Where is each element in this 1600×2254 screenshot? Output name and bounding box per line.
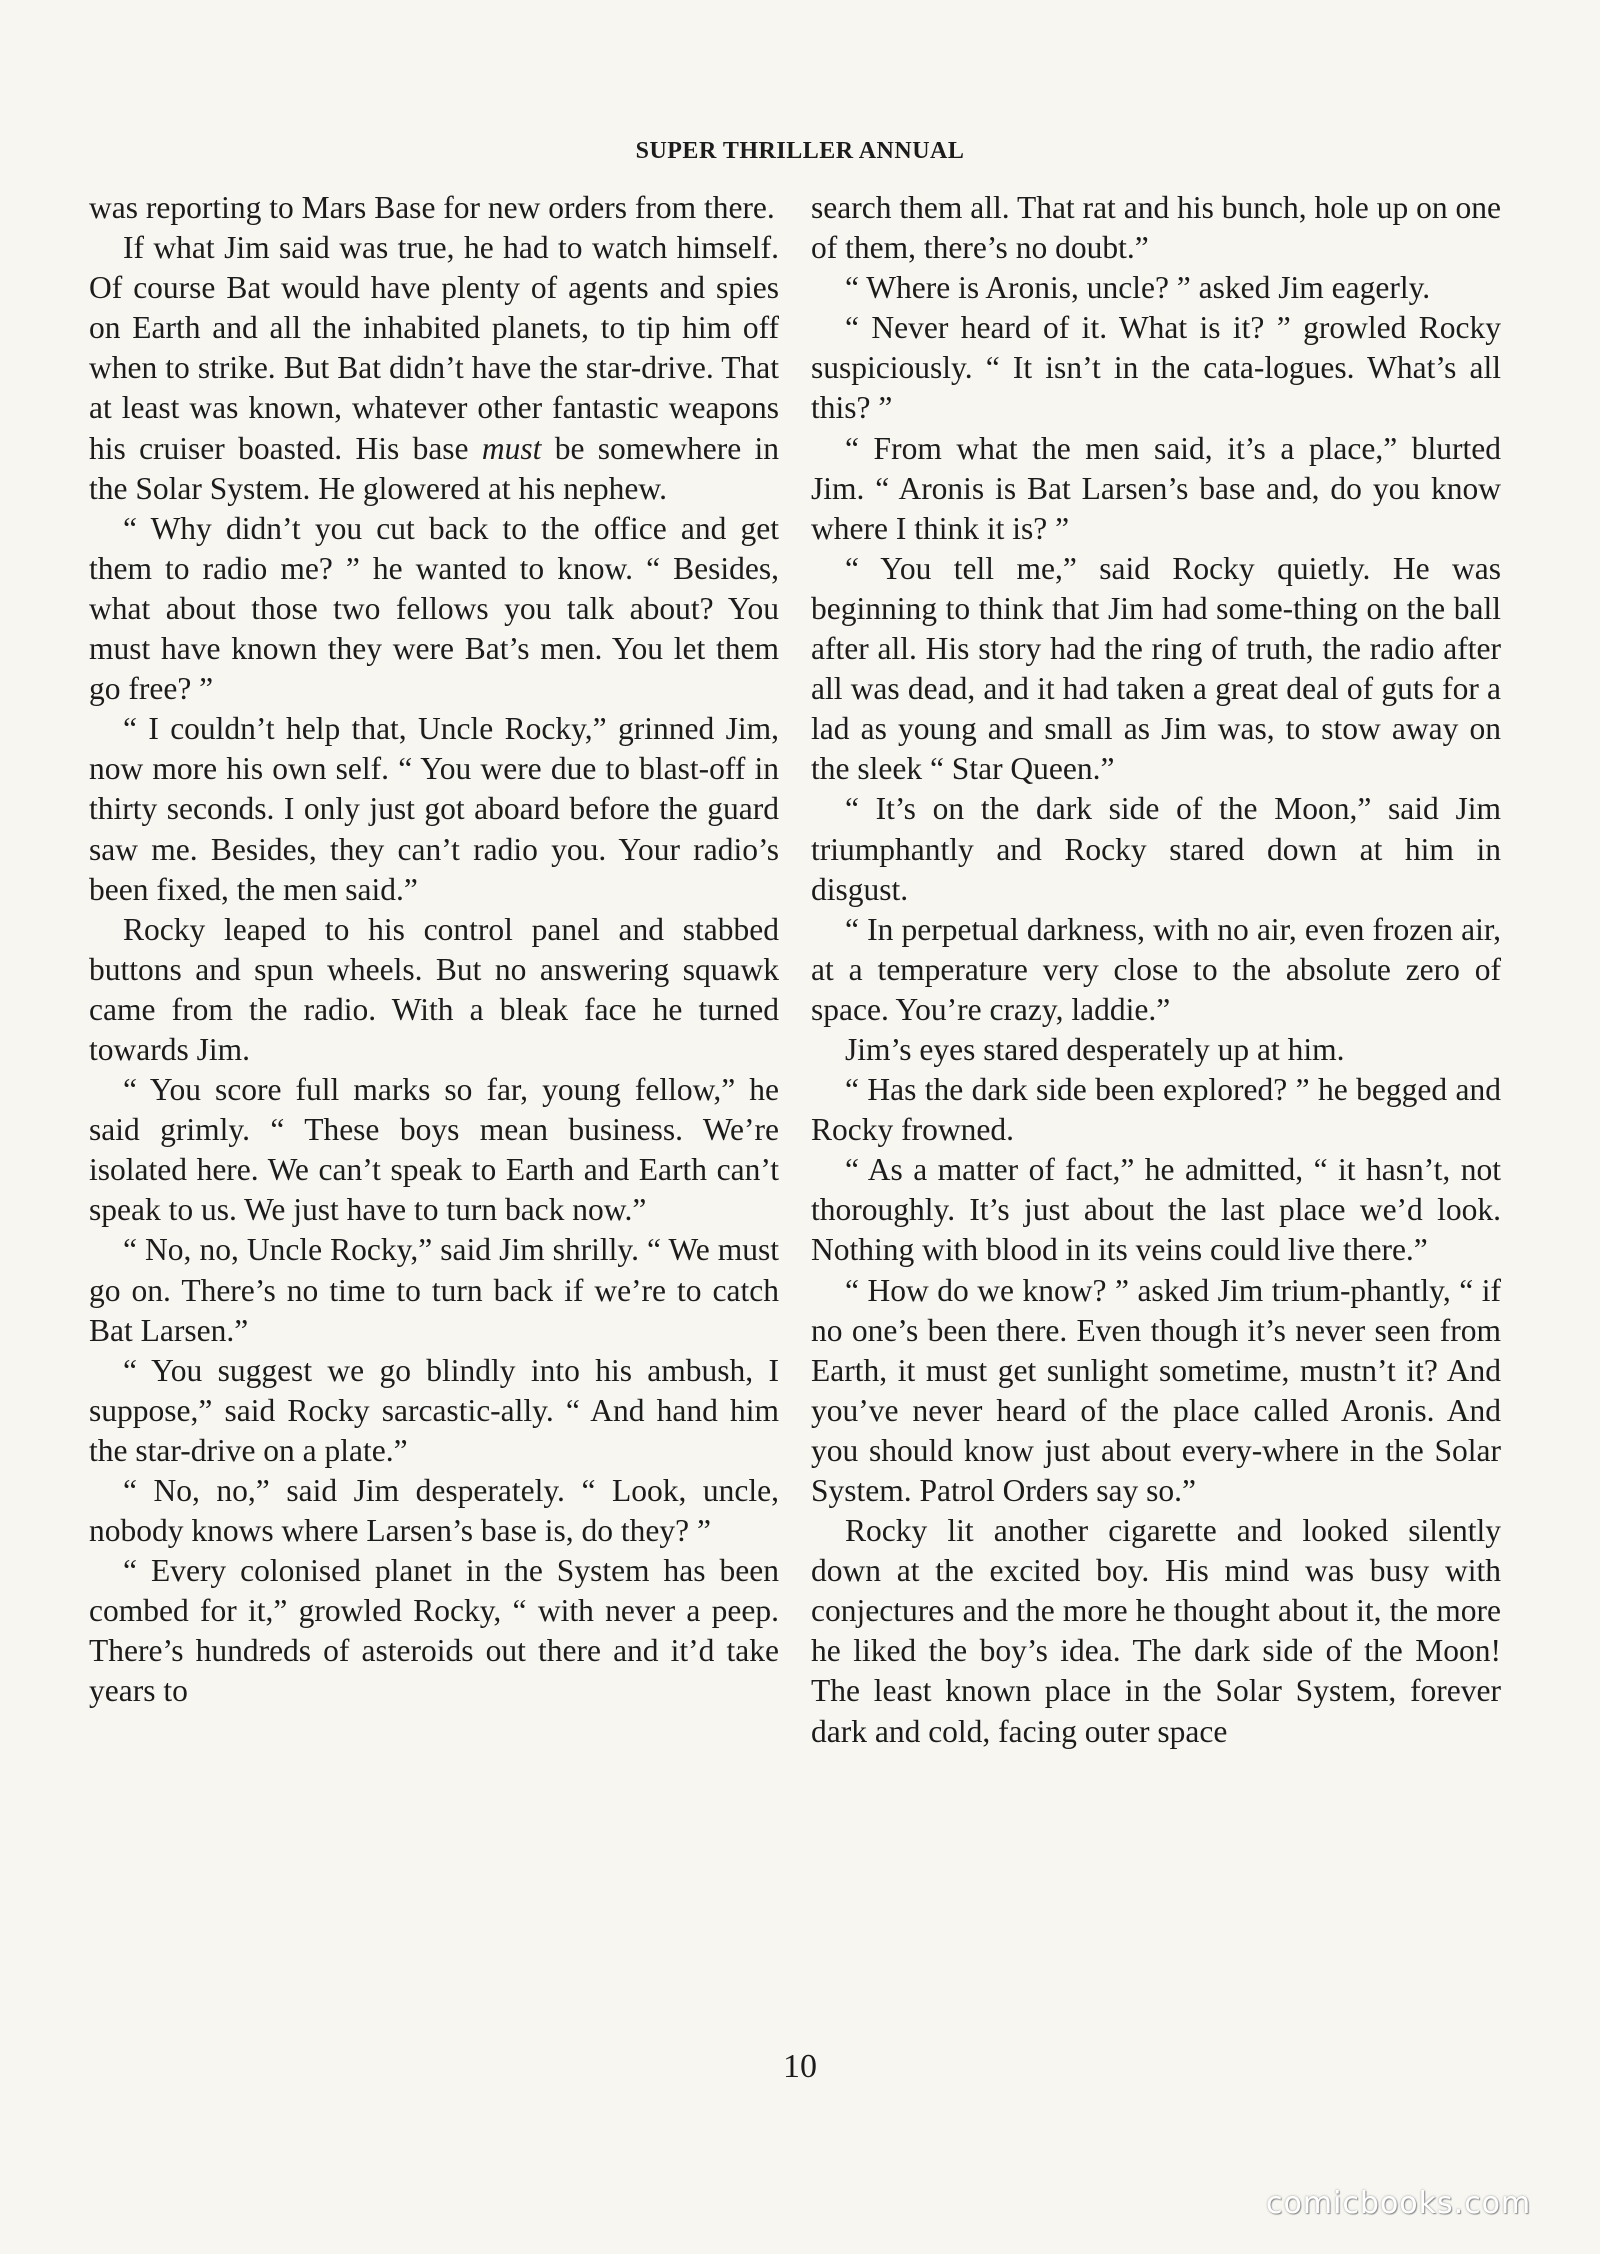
left-column — [89, 188, 779, 1712]
paragraph: “ Where is Aronis, uncle? ” asked Jim eagerly. — [845, 270, 1431, 306]
paragraph: “ Why didn’t you cut back to the office and get them to radio me? ” he wanted to know. “ Besides, what about those two fellows you talk about? You must have known they were Bat’s men. You let them go free? ” — [89, 510, 779, 707]
paragraph: “ Every colonised planet in the System has been combed for it,” growled Rocky, “ with never a peep. There’s hundreds of asteroids out there and it’d take years to — [89, 1553, 779, 1709]
paragraph: “ From what the men said, it’s a place,” blurted Jim. “ Aronis is Bat Larsen’s base and, do you know where I think it is? ” — [811, 430, 1501, 546]
paragraph: “ No, no,” said Jim desperately. “ Look, uncle, nobody knows where Larsen’s base is, do they? ” — [89, 1473, 779, 1549]
paragraph: “ You score full marks so far, young fellow,” he said grimly. “ These boys mean business. We’re isolated here. We can’t speak to Earth and Earth can’t speak to us. We just have to turn back now.” — [89, 1072, 779, 1228]
paragraph: was reporting to Mars Base for new orders from there. — [89, 190, 775, 225]
paragraph — [89, 228, 779, 509]
text-run: be somewhere in the Solar System. He glowered at his nephew. — [89, 430, 779, 506]
watermark: comicbooks.com — [1266, 2186, 1532, 2221]
paragraph: “ As a matter of fact,” he admitted, “ it hasn’t, not thoroughly. It’s just about the last place we’d look. Nothing with blood in its veins could live there.” — [811, 1152, 1501, 1268]
paragraph: “ Has the dark side been explored? ” he begged and Rocky frowned. — [811, 1072, 1501, 1148]
paragraph: “ I couldn’t help that, Uncle Rocky,” grinned Jim, now more his own self. “ You were due to blast-off in thirty seconds. I only just got aboard before the guard saw me. Besides, they can’t radio you. Your radio’s been fixed, the men said.” — [89, 711, 779, 907]
paragraph: “ You tell me,” said Rocky quietly. He was beginning to think that Jim had some-thing on the ball after all. His story had the ring of truth, the radio after all was dead, and it had taken a great deal of guts for a lad as young and small as Jim was, to stow away on the sleek “ Star Queen.” — [811, 550, 1501, 787]
paragraph: “ How do we know? ” asked Jim trium-phantly, “ if no one’s been there. Even though it’s never seen from Earth, it must get sunlight sometime, mustn’t it? And you’ve never heard of the place called Aronis. And you should know just about every-where in the Solar System. Patrol Orders say so.” — [811, 1272, 1501, 1508]
paragraph: “ You suggest we go blindly into his ambush, I suppose,” said Rocky sarcastic-ally. “ And hand him the star-drive on a plate.” — [89, 1352, 779, 1468]
paragraph: Rocky lit another cigarette and looked silently down at the excited boy. His mind was busy with conjectures and the more he thought about it, the more he liked the boy’s idea. The dark side of the Moon! The least known place in the Solar System, forever dark and cold, facing outer space — [811, 1513, 1501, 1749]
right-column — [811, 188, 1501, 1752]
running-header: SUPER THRILLER ANNUAL — [635, 138, 965, 164]
emphasis: must — [481, 430, 542, 466]
paragraph: “ Never heard of it. What is it? ” growled Rocky suspiciously. “ It isn’t in the cata-logues. What’s all this? ” — [811, 310, 1501, 426]
paragraph: Rocky leaped to his control panel and stabbed buttons and spun wheels. But no answering squawk came from the radio. With a bleak face he turned towards Jim. — [89, 911, 779, 1067]
paragraph: Jim’s eyes stared desperately up at him. — [845, 1031, 1345, 1067]
paragraph: “ In perpetual darkness, with no air, even frozen air, at a temperature very close to the absolute zero of space. You’re crazy, laddie.” — [811, 911, 1501, 1027]
paragraph: search them all. That rat and his bunch, hole up on one of them, there’s no doubt.” — [811, 190, 1501, 266]
paragraph: “ It’s on the dark side of the Moon,” said Jim triumphantly and Rocky stared down at him in disgust. — [811, 791, 1501, 907]
text-run: If what Jim said was true, he had to watch himself. Of course Bat would have plenty of agents and spies on Earth and all the inhabited planets, to tip him off when to strike. But Bat didn’t have the star-drive. That at least was known, whatever other fantastic weapons his cruiser boasted. His base — [89, 230, 779, 466]
page-number: 10 — [783, 2048, 817, 2085]
paragraph: “ No, no, Uncle Rocky,” said Jim shrilly. “ We must go on. There’s no time to turn back if we’re to catch Bat Larsen.” — [89, 1232, 779, 1348]
